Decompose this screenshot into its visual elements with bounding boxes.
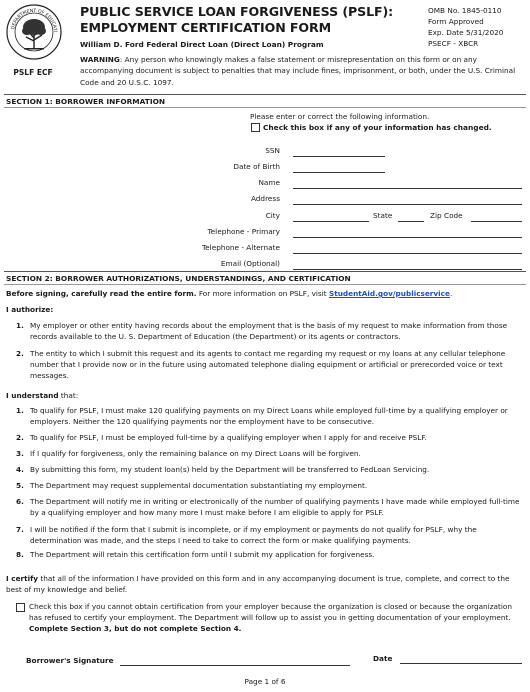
phone-alternate-label: Telephone - Alternate	[201, 243, 280, 252]
understand-item: 3. If I qualify for forgiveness, only the remaining balance on my Direct Loans will be forgiven.	[16, 449, 361, 458]
email-label: Email (Optional)	[220, 259, 280, 268]
zip-field[interactable]	[471, 221, 522, 222]
signature-label: Borrower's Signature	[26, 656, 114, 665]
dob-label: Date of Birth	[233, 162, 280, 171]
section1-title: SECTION 1: BORROWER INFORMATION	[6, 97, 166, 106]
name-label: Name	[258, 178, 280, 187]
city-field[interactable]	[293, 221, 369, 222]
department-of-education-seal	[6, 4, 62, 60]
certify-statement: I certify that all of the information I have provided on this form and in any accompanying document is true, complete, and correct to the best of my knowledge and belief.	[6, 574, 510, 595]
phone-primary-field[interactable]	[293, 237, 522, 238]
date-field[interactable]	[400, 663, 522, 664]
svg-text:DEPARTMENT OF EDUCATION: DEPARTMENT OF EDUCATI	[11, 8, 58, 33]
info-changed-label: Check this box if any of your information has changed.	[263, 123, 492, 132]
state-field[interactable]	[398, 221, 424, 222]
ssn-field[interactable]	[293, 156, 385, 157]
studentaid-link[interactable]: StudentAid.gov/publicservice	[328, 289, 450, 298]
phone-alternate-field[interactable]	[293, 253, 522, 254]
seal-label: PSLF ECF	[13, 68, 53, 77]
email-field[interactable]	[293, 269, 522, 270]
title-line-1: PUBLIC SERVICE LOAN FORGIVENESS (PSLF):	[80, 4, 394, 19]
ssn-label: SSN	[265, 146, 280, 155]
authorize-item: 2. The entity to which I submit this request and its agents to contact me regarding my request or my loans at any cellular telephone number that I provide now or in the future using automated telephone dialing equipment or artificial or prerecorded voice or text messages.	[16, 349, 506, 381]
form-title	[80, 4, 393, 36]
form-subtitle: William D. Ford Federal Direct Loan (Direct Loan) Program	[80, 40, 324, 49]
intro-text: For more information on PSLF, visit	[196, 289, 329, 298]
phone-primary-label: Telephone - Primary	[207, 227, 280, 236]
section2-rule	[4, 271, 526, 272]
city-label: City	[265, 211, 280, 220]
dob-field[interactable]	[293, 172, 385, 173]
form-approved: Form Approved	[428, 17, 484, 26]
section1-rule	[4, 94, 526, 95]
info-changed-checkbox[interactable]	[251, 123, 260, 132]
understand-item: 6. The Department will notify me in writing or electronically of the number of qualifying payments I have made while employed full-time by a qualifying employer and how many more I must make before I am eligible to apply for PSLF.	[16, 497, 520, 518]
form-code: PSECF - XBCR	[428, 39, 479, 48]
name-field[interactable]	[293, 188, 522, 189]
date-label: Date	[373, 654, 393, 663]
section2-intro	[6, 288, 522, 299]
understand-item: 4. By submitting this form, my student loan(s) held by the Department will be transferred to FedLoan Servicing.	[16, 465, 430, 474]
warning-notice	[80, 54, 526, 88]
address-label: Address	[250, 194, 280, 203]
state-label: State	[373, 211, 393, 220]
expiration-date: Exp. Date 5/31/2020	[428, 28, 504, 37]
employer-closed-text: Check this box if you cannot obtain certification from your employer because the organization is closed or because the organization has refused to certify your employment. The Department will follow up to assist you in getting documentation of your employment. Complete Section 3, but do not complete Section 4.	[29, 602, 512, 634]
authorize-label: I authorize:	[6, 305, 54, 314]
omb-number: OMB No. 1845-0110	[428, 6, 502, 15]
section2-subrule	[4, 284, 526, 285]
understand-item: 2. To qualify for PSLF, I must be employed full-time by a qualifying employer when I apply for and receive PSLF.	[16, 433, 427, 442]
authorize-item: 1. My employer or other entity having records about the employment that is the basis of my request to make information from those records available to the U. S. Department of Education (the Department) or its agents or contractors.	[16, 321, 508, 342]
intro-bold: Before signing, carefully read the entire form.	[6, 289, 197, 298]
section1-instruction: Please enter or correct the following information.	[250, 112, 430, 121]
info-changed-checkbox-row	[251, 123, 492, 132]
signature-field[interactable]	[120, 665, 350, 666]
understand-item: 8. The Department will retain this certification form until I submit my application for forgiveness.	[16, 550, 375, 559]
understand-item: 5. The Department may request supplemental documentation substantiating my employment.	[16, 481, 368, 490]
zip-label: Zip Code	[430, 211, 463, 220]
understand-item: 7. I will be notified if the form that I submit is incomplete, or if my employment or payments do not qualify for PSLF, why the determination was made, and the steps I need to take to correct the form or make qualifying payments.	[16, 525, 477, 546]
warning-text: : Any person who knowingly makes a false statement or misrepresentation on this form or on any accompanying document is subject to penalties that may include fines, imprisonment, or both, under the U.S. Criminal Code and 20 U.S.C. 1097.	[80, 55, 516, 87]
understand-label: I understand that:	[6, 391, 79, 400]
intro-end: .	[449, 289, 453, 298]
title-line-2: EMPLOYMENT CERTIFICATION FORM	[80, 20, 332, 35]
warning-label: WARNING	[80, 55, 120, 64]
understand-item: 1. To qualify for PSLF, I must make 120 qualifying payments on my Direct Loans while employed full-time by a qualifying employer or employers. Neither the 120 qualifying payments nor the employment have to be consecutive.	[16, 406, 508, 427]
section1-subrule	[4, 107, 526, 108]
employer-closed-checkbox[interactable]	[16, 603, 25, 612]
page-number: Page 1 of 6	[244, 677, 286, 686]
address-field[interactable]	[293, 204, 522, 205]
section2-title: SECTION 2: BORROWER AUTHORIZATIONS, UNDERSTANDINGS, AND CERTIFICATION	[6, 274, 351, 283]
omb-info	[428, 5, 503, 49]
